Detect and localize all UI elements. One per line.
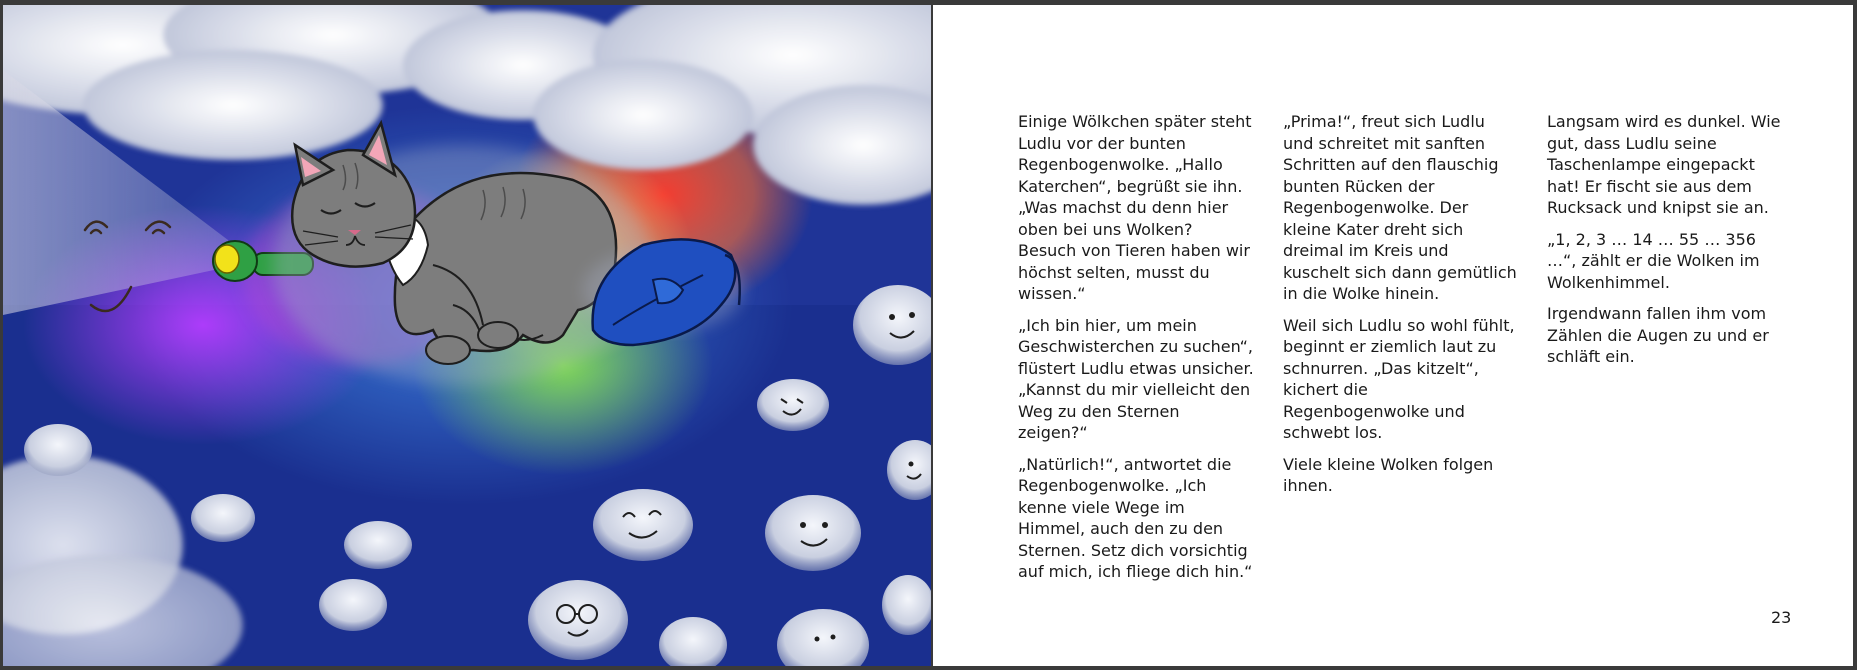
text-column-1 xyxy=(1018,111,1254,593)
paragraph: Einige Wölkchen später steht Ludlu vor der bunten Regenbogenwolke. „Hallo Katerchen“, begrüßt sie ihn. „Was machst du denn hier oben bei uns Wolken? Besuch von Tieren haben wir höchst selten, musst du wissen.“ xyxy=(1018,112,1252,303)
paragraph: Irgendwann fallen ihm vom Zählen die Augen zu und er schläft ein. xyxy=(1547,304,1769,366)
illustration-page xyxy=(3,5,931,666)
page-number: 23 xyxy=(1771,608,1792,627)
paragraph: „Ich bin hier, um mein Geschwisterchen zu suchen“, flüstert Ludlu etwas unsicher. „Kannst du mir vielleicht den Weg zu den Sternen zeigen?“ xyxy=(1018,315,1254,442)
paragraph: „1, 2, 3 … 14 … 55 … 356 …“, zählt er die Wolken im Wolkenhimmel. xyxy=(1547,229,1760,292)
paragraph: „Natürlich!“, antwortet die Regenbogenwolke. „Ich kenne viele Wege im Himmel, auch den zu den Sternen. Setz dich vorsichtig auf mich, ich fliege dich hin.“ xyxy=(1018,454,1253,581)
illustration xyxy=(3,5,931,666)
paragraph: Viele kleine Wolken folgen ihnen. xyxy=(1283,454,1494,495)
text-column-3 xyxy=(1547,111,1783,378)
text-column-2 xyxy=(1283,111,1519,507)
text-page xyxy=(933,5,1853,666)
paragraph: Langsam wird es dunkel. Wie gut, dass Ludlu seine Taschenlampe eingepackt hat! Er fischt sie aus dem Rucksack und knipst sie an. xyxy=(1547,112,1781,217)
paragraph: Weil sich Ludlu so wohl fühlt, beginnt er ziemlich laut zu schnurren. „Das kitzelt“, kichert die Regenbogenwolke und schwebt los. xyxy=(1283,315,1515,442)
paragraph: „Prima!“, freut sich Ludlu und schreitet mit sanften Schritten auf den flauschig bunten Rücken der Regenbogenwolke. Der kleine Kater dreht sich dreimal im Kreis und kuschelt sich dann gemütlich in die Wolke hinein. xyxy=(1283,112,1517,303)
